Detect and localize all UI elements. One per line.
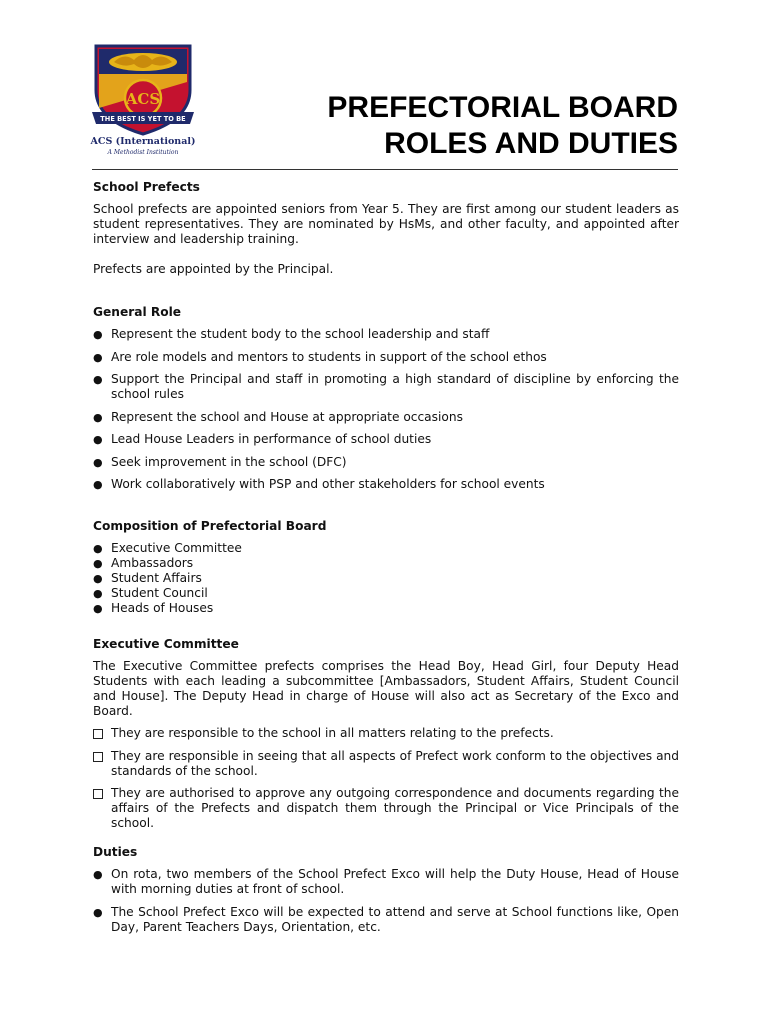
- title-line-2: ROLES AND DUTIES: [384, 127, 678, 160]
- list-item-text: Executive Committee: [111, 541, 242, 555]
- logo-school-name: ACS (International): [90, 136, 196, 147]
- executive-committee-paragraph: The Executive Committee prefects comprises the Head Boy, Head Girl, four Deputy Head Students with each leading a subcommittee [Ambassadors, Student Affairs, Student Council and House]. The Deputy Head in charge of House will also act as Secretary of the Exco and Board.: [93, 659, 679, 718]
- list-item: [93, 586, 679, 601]
- list-item-text: Seek improvement in the school (DFC): [111, 454, 347, 469]
- title-line-1: PREFECTORIAL BOARD: [327, 91, 678, 124]
- list-item: [93, 749, 679, 779]
- list-item-text: The School Prefect Exco will be expected to attend and serve at School functions like, Open Day, Parent Teachers Days, Orientation, etc.: [111, 904, 679, 934]
- list-item: [93, 571, 679, 586]
- bullet-icon: ●: [93, 542, 103, 555]
- checkbox-square-icon: [93, 726, 107, 743]
- list-item: [93, 477, 679, 492]
- list-item: [93, 327, 679, 342]
- heading-school-prefects: School Prefects: [93, 180, 200, 194]
- list-item-text: Work collaboratively with PSP and other stakeholders for school events: [111, 477, 545, 491]
- list-item: [93, 786, 679, 831]
- list-item-text: Represent the student body to the school leadership and staff: [111, 327, 490, 341]
- bullet-icon: ●: [93, 905, 103, 919]
- list-item-text: On rota, two members of the School Prefect Exco will help the Duty House, Head of House with morning duties at front of school.: [111, 867, 679, 896]
- list-item-text: They are authorised to approve any outgoing correspondence and documents regarding the affairs of the Prefects and dispatch them through the Principal or Vice Principals of the school.: [111, 786, 679, 830]
- list-item: [93, 726, 679, 741]
- school-crest-logo: [90, 42, 196, 162]
- duties-list: [93, 867, 679, 935]
- bullet-icon: ●: [93, 328, 103, 341]
- bullet-icon: ●: [93, 350, 103, 364]
- crest-motto: THE BEST IS YET TO BE: [100, 115, 186, 123]
- list-item-text: Student Council: [111, 586, 208, 600]
- document-title: [327, 90, 678, 162]
- list-item: [93, 350, 679, 365]
- crest-monogram: ACS: [125, 90, 161, 108]
- list-item-text: They are responsible in seeing that all aspects of Prefect work conform to the objectives and standards of the school.: [111, 748, 679, 778]
- bullet-icon: ●: [93, 557, 103, 570]
- list-item: [93, 601, 679, 616]
- composition-list: [93, 541, 679, 616]
- school-prefects-paragraph: School prefects are appointed seniors from Year 5. They are first among our student leaders as student representatives. They are nominated by HsMs, and other faculty, and appointed after interview and leadership training.: [93, 202, 679, 246]
- title-divider: [92, 169, 678, 170]
- list-item-text: Support the Principal and staff in promoting a high standard of discipline by enforcing the school rules: [111, 372, 679, 401]
- bullet-icon: ●: [93, 868, 103, 881]
- bullet-icon: ●: [93, 602, 103, 615]
- bullet-icon: ●: [93, 478, 103, 491]
- list-item-text: Represent the school and House at appropriate occasions: [111, 409, 463, 424]
- bullet-icon: ●: [93, 587, 103, 600]
- bullet-icon: ●: [93, 410, 103, 424]
- heading-composition: Composition of Prefectorial Board: [93, 519, 327, 533]
- list-item-text: Are role models and mentors to students in support of the school ethos: [111, 349, 547, 364]
- bullet-icon: ●: [93, 373, 103, 386]
- bullet-icon: ●: [93, 455, 103, 469]
- logo-tagline: A Methodist Institution: [107, 149, 179, 156]
- list-item: [93, 556, 679, 571]
- executive-committee-list: [93, 726, 679, 831]
- list-item: [93, 372, 679, 402]
- bullet-icon: ●: [93, 433, 103, 446]
- list-item: [93, 905, 679, 935]
- list-item: [93, 432, 679, 447]
- list-item: [93, 541, 679, 556]
- bullet-icon: ●: [93, 572, 103, 585]
- list-item-text: Heads of Houses: [111, 601, 214, 615]
- list-item: [93, 410, 679, 425]
- heading-general-role: General Role: [93, 305, 182, 319]
- list-item: [93, 867, 679, 897]
- general-role-list: [93, 327, 679, 492]
- list-item-text: Student Affairs: [111, 571, 202, 585]
- list-item-text: Lead House Leaders in performance of school duties: [111, 432, 432, 446]
- list-item: [93, 455, 679, 470]
- checkbox-square-icon: [93, 749, 107, 766]
- heading-executive-committee: Executive Committee: [93, 637, 239, 651]
- document-body: [93, 180, 679, 942]
- list-item-text: They are responsible to the school in all matters relating to the prefects.: [111, 726, 554, 740]
- heading-duties: Duties: [93, 845, 138, 859]
- list-item-text: Ambassadors: [111, 556, 194, 570]
- checkbox-square-icon: [93, 786, 107, 803]
- crest-shield-graphic: [90, 42, 196, 136]
- appointment-paragraph: Prefects are appointed by the Principal.: [93, 262, 334, 276]
